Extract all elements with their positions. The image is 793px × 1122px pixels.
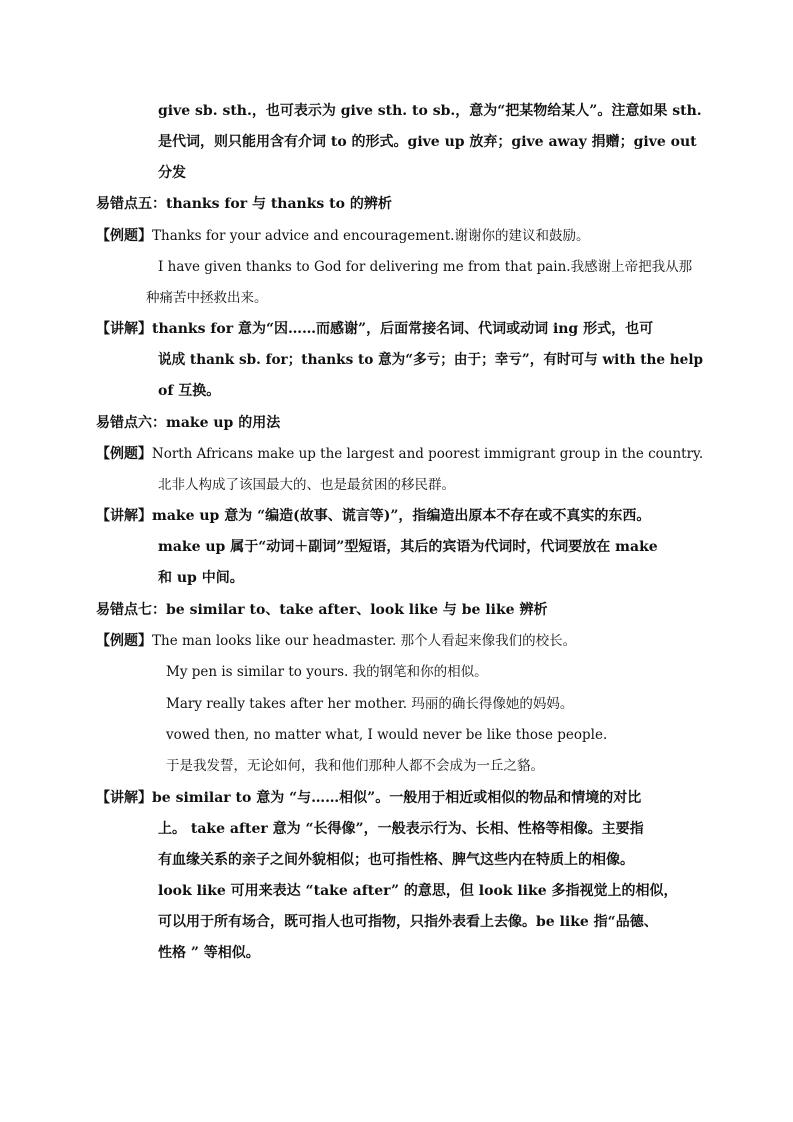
explain-text: 有血缘关系的亲子之间外貌相似；也可指性格、脾气这些内在特质上的相像。	[158, 852, 634, 868]
example-sentence: My pen is similar to yours. 我的钢笔和你的相似。	[166, 664, 488, 680]
heading-point-6: 易错点六：make up 的用法	[96, 415, 281, 431]
example-sentence: Thanks for your advice and encouragement.谢谢你的建议和鼓励。	[152, 228, 590, 244]
explain-text: of 互换。	[158, 383, 221, 399]
example-row-7	[96, 631, 576, 651]
explain-row-5	[96, 319, 653, 339]
explain-tag: 【讲解】	[96, 508, 152, 524]
give-line-1: give sb. sth.，也可表示为 give sth. to sb.，意为“把某物给某人”。注意如果 sth.	[158, 103, 702, 119]
example-sentence: I have given thanks to God for delivering me from that pain.我感谢上帝把我从那	[158, 259, 693, 275]
example-tag: 【例题】	[96, 633, 152, 649]
example-translation: 于是我发誓，无论如何，我和他们那种人都不会成为一丘之貉。	[166, 758, 544, 774]
explain-text: 说成 thank sb. for；thanks to 意为“多亏；由于；幸亏”，有时可与 with the help	[158, 352, 704, 368]
explain-row-6	[96, 506, 650, 526]
example-row-6	[96, 444, 703, 464]
example-row-5	[96, 226, 589, 246]
example-translation: 北非人构成了该国最大的、也是最贫困的移民群。	[158, 477, 455, 493]
explain-text: make up 属于“动词＋副词”型短语，其后的宾语为代词时，代词要放在 make	[158, 539, 658, 555]
heading-point-5: 易错点五：thanks for 与 thanks to 的辨析	[96, 196, 392, 212]
explain-text: 上。 take after 意为 “长得像”，一般表示行为、长相、性格等相像。主要指	[158, 821, 644, 837]
example-tag: 【例题】	[96, 228, 152, 244]
explain-tag: 【讲解】	[96, 790, 152, 806]
example-sentence: vowed then, no matter what, I would never be like those people.	[166, 727, 608, 743]
example-sentence: North Africans make up the largest and poorest immigrant group in the country.	[151, 446, 704, 462]
example-sentence: Mary really takes after her mother. 玛丽的确长得像她的妈妈。	[166, 696, 574, 712]
explain-text: 和 up 中间。	[158, 570, 244, 586]
example-sentence: 种痛苦中拯救出来。	[146, 290, 268, 306]
give-line-3: 分发	[158, 165, 186, 181]
example-tag: 【例题】	[96, 446, 152, 462]
explain-text: look like 可用来表达 “take after” 的意思，但 look like 多指视觉上的相似，	[158, 883, 678, 899]
explain-text: make up 意为 “编造(故事、谎言等)”，指编造出原本不存在或不真实的东西。	[152, 508, 651, 524]
heading-point-7: 易错点七：be similar to、take after、look like 与 be like 辨析	[96, 602, 548, 618]
explain-text: 可以用于所有场合，既可指人也可指物，只指外表看上去像。be like 指“品德、	[158, 914, 658, 930]
explain-tag: 【讲解】	[96, 321, 152, 337]
explain-text: thanks for 意为“因……而感谢”，后面常接名词、代词或动词 ing 形式，也可	[152, 321, 654, 337]
explain-text: 性格 ” 等相似。	[158, 945, 260, 961]
example-sentence: The man looks like our headmaster. 那个人看起来像我们的校长。	[152, 633, 577, 649]
explain-row-7	[96, 788, 641, 808]
give-line-2: 是代词，则只能用含有介词 to 的形式。give up 放弃；give away 捐赠；give out	[158, 134, 697, 150]
explain-text: be similar to 意为 “与……相似”。一般用于相近或相似的物品和情境的对比	[152, 790, 642, 806]
